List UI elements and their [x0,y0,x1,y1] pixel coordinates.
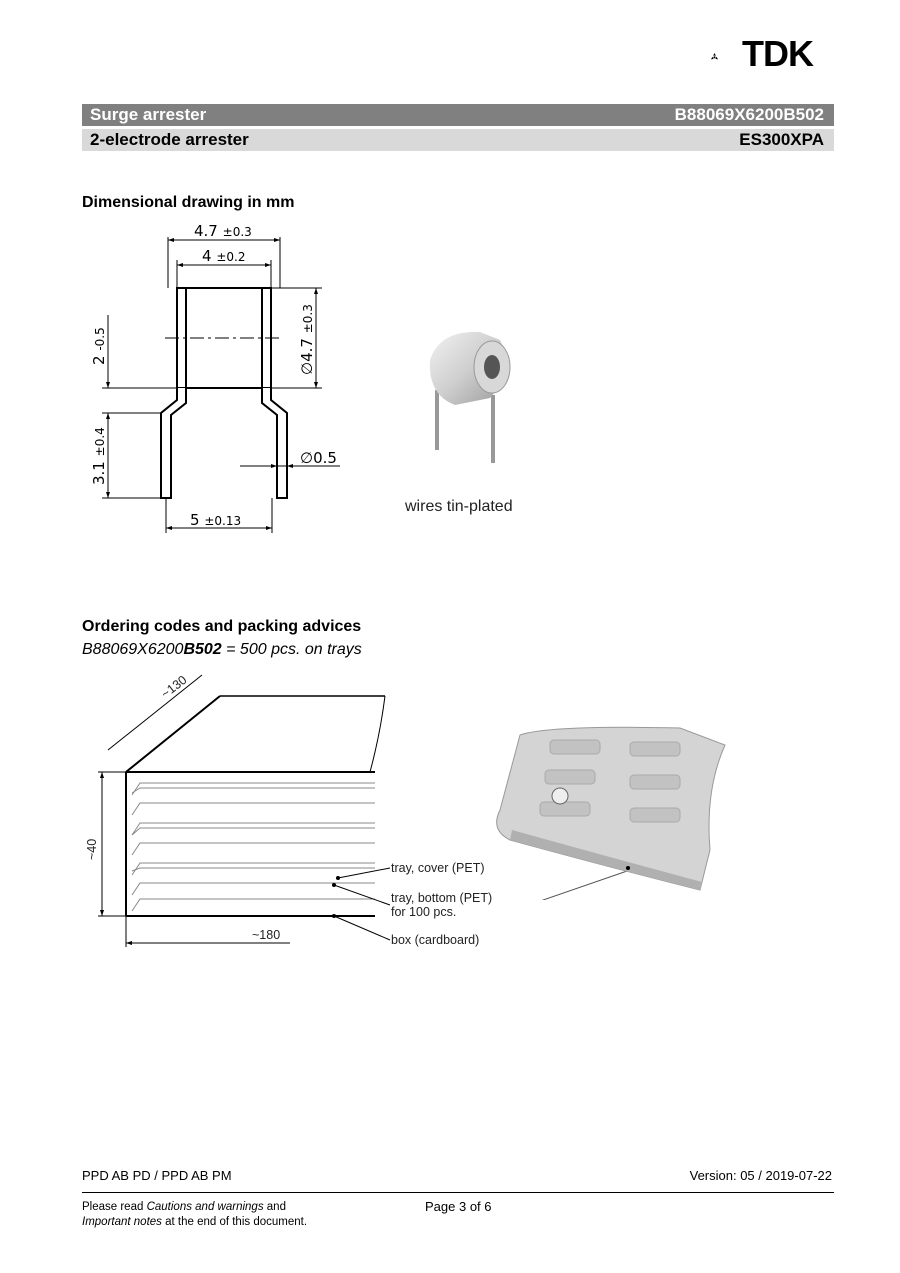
part-number: B88069X6200B502 [674,105,824,124]
dim-180: ~180 [252,928,281,942]
packing-drawing [80,665,530,960]
dim-130: ~130 [158,672,190,702]
product-name: Surge arrester [90,105,207,124]
wires-caption: wires tin-plated [405,498,513,515]
dim-lead-length: 3.1 ±0.4 [90,427,108,485]
tdk-logo-text: TDK [742,33,813,74]
dim-height: 2 -0.5 [90,327,108,365]
dim-wire-diameter: ∅0.5 [300,449,337,467]
dim-diameter: ∅4.7 ±0.3 [298,304,316,375]
footer-note: Please read Cautions and warnings and Important notes at the end of this document. [82,1201,308,1228]
dim-40: ~40 [85,838,99,860]
dim-pitch: 5 ±0.13 [190,511,242,529]
component-photo [400,320,560,470]
ordering-code-line: B88069X6200B502 = 500 pcs. on trays [82,641,362,658]
ordering-title: Ordering codes and packing advices [82,618,362,635]
header-bar-type [82,129,834,151]
label-tray-bottom: tray, bottom (PET) [391,891,493,905]
header-bar-product [82,104,834,126]
label-tray-bottom-qty: for 100 pcs. [391,905,457,919]
footer-version: Version: 05 / 2019-07-22 [689,1168,832,1183]
tdk-logo-icon [710,40,744,74]
footer-divider [82,1192,834,1193]
dim-top-width: 4.7 ±0.3 [194,222,252,240]
dim-body-width: 4 ±0.2 [202,247,246,265]
tray-image [480,720,740,900]
page-number: Page 3 of 6 [425,1199,492,1214]
dimensional-title: Dimensional drawing in mm [82,194,295,211]
label-box: box (cardboard) [391,933,480,947]
label-tray-cover: tray, cover (PET) [391,861,485,875]
product-type: 2-electrode arrester [90,130,249,149]
footer-dept: PPD AB PD / PPD AB PM [82,1168,232,1183]
series-name: ES300XPA [739,130,824,149]
